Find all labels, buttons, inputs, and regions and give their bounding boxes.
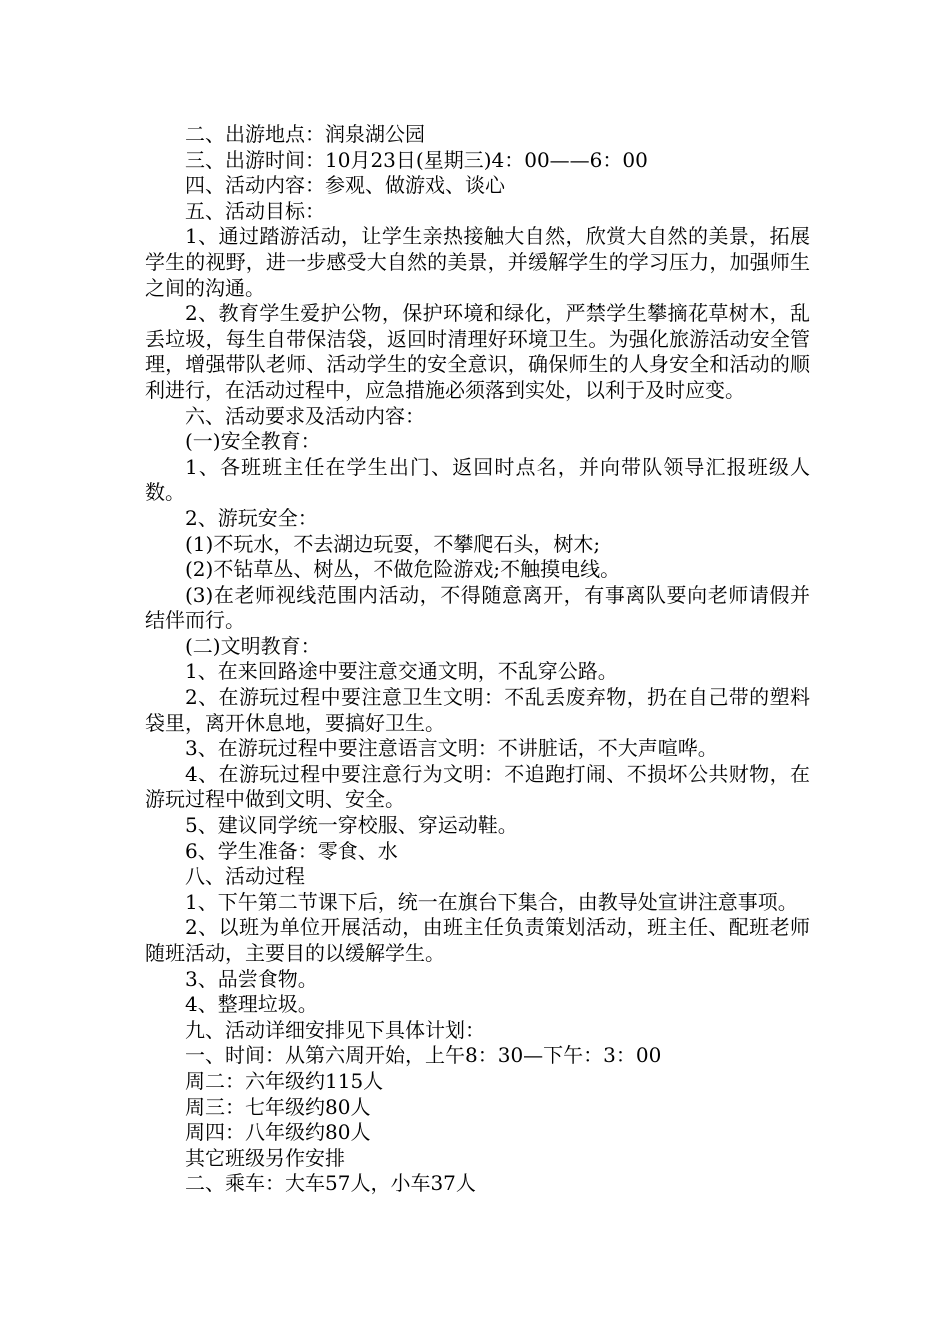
paragraph: (二)文明教育： (185, 633, 321, 658)
paragraph: (3)在老师视线范围内活动，不得随意离开，有事离队要向老师请假并结伴而行。 (145, 582, 810, 633)
paragraph: 周二：六年级约115人 (185, 1068, 384, 1093)
paragraph: 1、通过踏游活动，让学生亲热接触大自然，欣赏大自然的美景，拓展学生的视野，进一步感受大自然的美景，并缓解学生的学习压力，加强师生之间的沟通。 (145, 224, 810, 300)
paragraph: 5、建议同学统一穿校服、穿运动鞋。 (185, 813, 518, 838)
paragraph: 周四：八年级约80人 (185, 1120, 371, 1145)
paragraph: 2、教育学生爱护公物，保护环境和绿化，严禁学生攀摘花草树木，乱丢垃圾，每生自带保洁袋，返回时清理好环境卫生。为强化旅游活动安全管理，增强带队老师、活动学生的安全意识，确保师生的人身安全和活动的顺利进行，在活动过程中，应急措施必须落到实处，以利于及时应变。 (145, 301, 810, 402)
paragraph: 一、时间：从第六周开始，上午8：30—下午：3：00 (185, 1043, 662, 1068)
paragraph: 二、出游地点：润泉湖公园 (185, 122, 425, 146)
paragraph: 4、在游玩过程中要注意行为文明：不追跑打闹、不损坏公共财物，在游玩过程中做到文明、安全。 (145, 761, 810, 812)
paragraph: 4、整理垃圾。 (185, 992, 318, 1017)
paragraph: 四、活动内容：参观、做游戏、谈心 (185, 173, 505, 198)
paragraph: (一)安全教育： (185, 429, 321, 454)
document-body (145, 122, 810, 1197)
paragraph: 6、学生准备：零食、水 (185, 838, 398, 863)
paragraph: 3、品尝食物。 (185, 966, 318, 991)
paragraph: 三、出游时间：10月23日(星期三)4：00——6：00 (185, 147, 648, 172)
paragraph: 1、在来回路途中要注意交通文明，不乱穿公路。 (185, 659, 618, 684)
paragraph: 二、乘车：大车57人，小车37人 (185, 1171, 476, 1196)
paragraph: 2、在游玩过程中要注意卫生文明：不乱丢废弃物，扔在自己带的塑料袋里，离开休息地，要搞好卫生。 (145, 685, 810, 735)
paragraph: 其它班级另作安排 (185, 1145, 345, 1170)
paragraph: 2、以班为单位开展活动，由班主任负责策划活动，班主任、配班老师随班活动，主要目的以缓解学生。 (145, 915, 810, 965)
paragraph: 3、在游玩过程中要注意语言文明：不讲脏话，不大声喧哗。 (185, 736, 718, 761)
paragraph: 周三：七年级约80人 (185, 1094, 371, 1119)
paragraph: 2、游玩安全： (185, 505, 318, 530)
paragraph: 六、活动要求及活动内容： (185, 403, 425, 428)
paragraph: 八、活动过程 (185, 864, 305, 889)
paragraph: (2)不钻草丛、树丛，不做危险游戏;不触摸电线。 (185, 557, 621, 582)
paragraph: (1)不玩水，不去湖边玩耍，不攀爬石头，树木; (185, 531, 601, 556)
paragraph: 九、活动详细安排见下具体计划： (185, 1017, 485, 1042)
paragraph: 1、下午第二节课下后，统一在旗台下集合，由教导处宣讲注意事项。 (185, 889, 798, 914)
paragraph: 五、活动目标： (185, 198, 325, 223)
paragraph: 1、各班班主任在学生出门、返回时点名，并向带队领导汇报班级人数。 (145, 454, 810, 505)
